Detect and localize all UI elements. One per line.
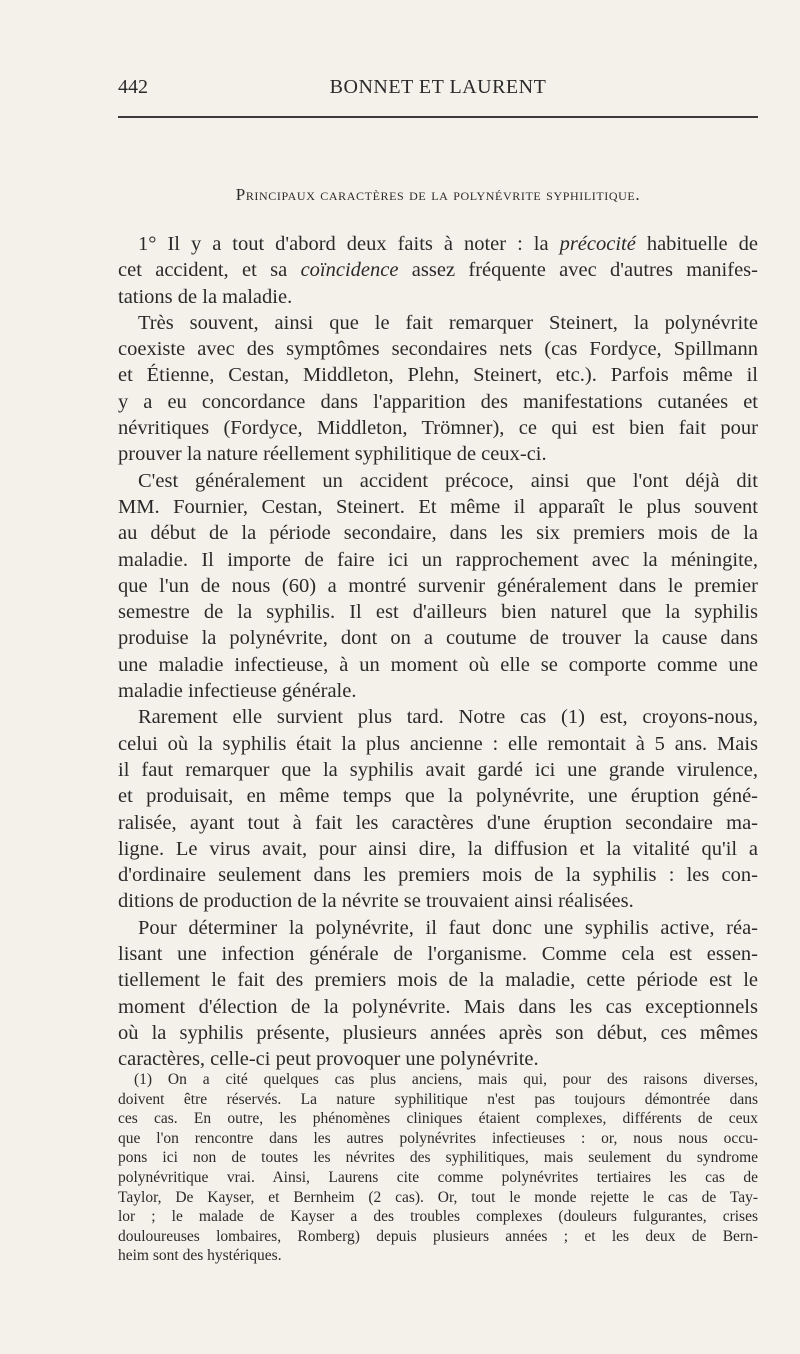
body-line: où la syphilis présente, plusieurs années après son début, ces mêmes: [118, 1021, 758, 1044]
body-line: cet accident, et sa coïncidence assez fréquente avec d'autres manifes-: [118, 259, 758, 282]
footnote-line: douloureuses lombaires, Romberg) depuis plusieurs années ; et les deux de Bern-: [118, 1227, 758, 1245]
body-line: d'ordinaire seulement dans les premiers mois de la syphilis : les con-: [118, 864, 758, 887]
body-line: lisant une infection générale de l'organisme. Comme cela est essen-: [118, 943, 758, 966]
body-line: y a eu concordance dans l'apparition des manifestations cutanées et: [118, 390, 758, 413]
footnote-line: lor ; le malade de Kayser a des troubles complexes (douleurs fulgurantes, crises: [118, 1208, 758, 1226]
body-line: maladie. Il importe de faire ici un rapprochement avec la méningite,: [118, 548, 758, 571]
body-line: ditions de production de la névrite se trouvaient ainsi réalisées.: [118, 890, 634, 913]
body-line: ralisée, ayant tout à fait les caractères d'une éruption secondaire ma-: [118, 811, 758, 834]
body-line: et Étienne, Cestan, Middleton, Plehn, Steinert, etc.). Parfois même il: [118, 364, 758, 387]
body-line: caractères, celle-ci peut provoquer une polynévrite.: [118, 1048, 539, 1071]
body-line: C'est généralement un accident précoce, ainsi que l'ont déjà dit: [138, 469, 758, 492]
footnote-line: que l'on rencontre dans les autres polynévrites infectieuses : or, nous nous occu-: [118, 1129, 758, 1147]
body-line: il faut remarquer que la syphilis avait gardé ici une grande virulence,: [118, 758, 758, 781]
footnote-line: (1) On a cité quelques cas plus anciens, mais qui, pour des raisons diverses,: [134, 1071, 758, 1088]
body-line: maladie infectieuse générale.: [118, 680, 357, 703]
page-number: 442: [118, 76, 148, 98]
body-line: ligne. Le virus avait, pour ainsi dire, la diffusion et la vitalité qu'il a: [118, 837, 758, 860]
running-title: BONNET ET LAURENT: [329, 76, 547, 98]
body-line: au début de la période secondaire, dans les six premiers mois de la: [118, 522, 758, 545]
footnote-line: polynévritique vrai. Ainsi, Laurens cite comme polynévrites tertiaires les cas de: [118, 1168, 758, 1186]
body-line: Très souvent, ainsi que le fait remarquer Steinert, la polynévrite: [138, 311, 758, 334]
body-line: Pour déterminer la polynévrite, il faut donc une syphilis active, réa-: [138, 916, 758, 939]
body-line: produise la polynévrite, dont on a coutume de trouver la cause dans: [118, 627, 758, 650]
body-text: [118, 231, 758, 1073]
footnote-line: doivent être réservés. La nature syphilitique n'est pas toujours démontrée dans: [118, 1090, 758, 1108]
footnote-line: heim sont des hystériques.: [118, 1247, 282, 1265]
footnote-line: ces cas. En outre, les phénomènes cliniques étaient complexes, différents de ceux: [118, 1110, 758, 1128]
section-title: Principaux caractères de la polynévrite syphilitique.: [235, 185, 641, 204]
body-line: moment d'élection de la polynévrite. Mais dans les cas exceptionnels: [118, 995, 758, 1018]
running-head: [118, 76, 758, 106]
footnote-line: Taylor, De Kayser, et Bernheim (2 cas). Or, tout le monde rejette le cas de Tay-: [118, 1188, 758, 1206]
body-line: semestre de la syphilis. Il est d'ailleurs bien naturel que la syphilis: [118, 601, 758, 624]
body-line: celui où la syphilis était la plus ancienne : elle remontait à 5 ans. Mais: [118, 732, 758, 755]
body-line: et produisait, en même temps que la polynévrite, une éruption géné-: [118, 785, 758, 808]
body-line: prouver la nature réellement syphilitique de ceux-ci.: [118, 443, 547, 466]
body-line: coexiste avec des symptômes secondaires nets (cas Fordyce, Spillmann: [118, 338, 758, 361]
body-line: une maladie infectieuse, à un moment où elle se comporte comme une: [118, 653, 758, 676]
body-line: que l'un de nous (60) a montré survenir généralement dans le premier: [118, 574, 758, 597]
footnote: [118, 1070, 758, 1266]
footnote-line: pons ici non de toutes les névrites des syphilitiques, mais seulement du syndrome: [118, 1149, 758, 1167]
body-line: névritiques (Fordyce, Middleton, Trömner), ce qui est bien fait pour: [118, 417, 758, 440]
body-line: Rarement elle survient plus tard. Notre cas (1) est, croyons-nous,: [138, 706, 758, 729]
body-line: tations de la maladie.: [118, 285, 293, 308]
body-line: tiellement le fait des premiers mois de la maladie, cette période est le: [118, 969, 758, 992]
body-line: MM. Fournier, Cestan, Steinert. Et même il apparaît le plus souvent: [118, 495, 758, 518]
header-rule: [118, 116, 758, 118]
body-line: 1° Il y a tout d'abord deux faits à noter : la précocité habituelle de: [138, 233, 758, 255]
